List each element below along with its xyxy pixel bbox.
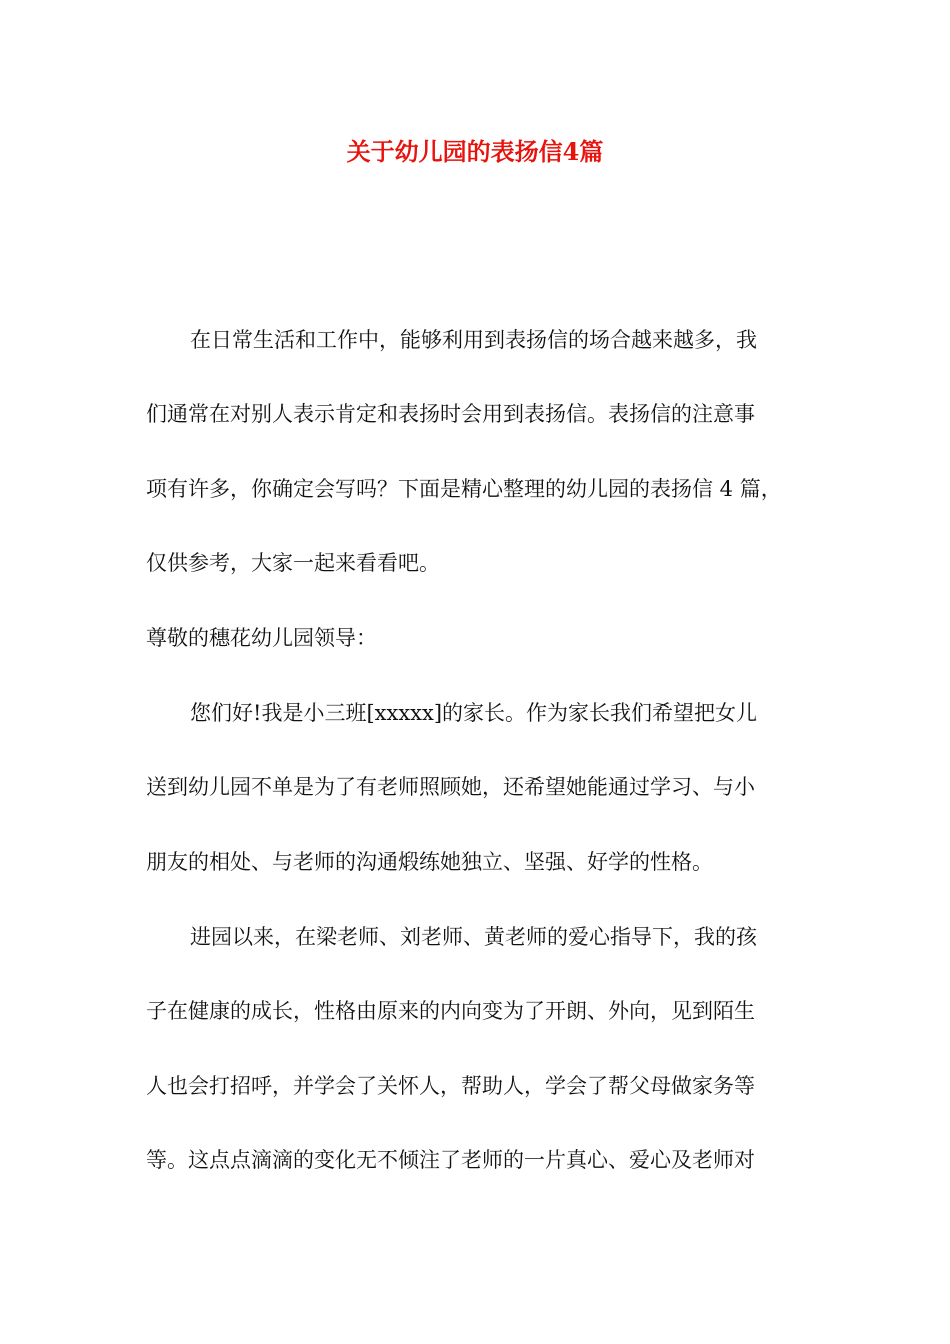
body-line-intro-1: 在日常生活和工作中，能够利用到表扬信的场合越来越多，我 [190, 328, 757, 352]
body-line-letter-7: 等。这点点滴滴的变化无不倾注了老师的一片真心、爱心及老师对 [146, 1148, 755, 1172]
body-line-letter-4: 进园以来，在梁老师、刘老师、黄老师的爱心指导下，我的孩 [190, 925, 757, 949]
body-line-letter-5: 子在健康的成长，性格由原来的内向变为了开朗、外向，见到陌生 [146, 999, 755, 1023]
document-title: 关于幼儿园的表扬信4篇 [346, 137, 604, 166]
body-line-intro-4: 仅供参考，大家一起来看看吧。 [146, 551, 440, 575]
body-line-letter-6: 人也会打招呼，并学会了关怀人，帮助人，学会了帮父母做家务等 [146, 1074, 755, 1098]
letter-salutation: 尊敬的穗花幼儿园领导： [146, 626, 377, 650]
body-line-intro-3: 项有许多，你确定会写吗？下面是精心整理的幼儿园的表扬信 4 篇， [146, 477, 782, 501]
body-line-letter-1: 您们好!我是小三班[xxxxx]的家长。作为家长我们希望把女儿 [190, 701, 758, 725]
body-line-letter-2: 送到幼儿园不单是为了有老师照顾她，还希望她能通过学习、与小 [146, 775, 755, 799]
body-line-intro-2: 们通常在对别人表示肯定和表扬时会用到表扬信。表扬信的注意事 [146, 402, 755, 426]
body-line-letter-3: 朋友的相处、与老师的沟通煅练她独立、坚强、好学的性格。 [146, 850, 713, 874]
